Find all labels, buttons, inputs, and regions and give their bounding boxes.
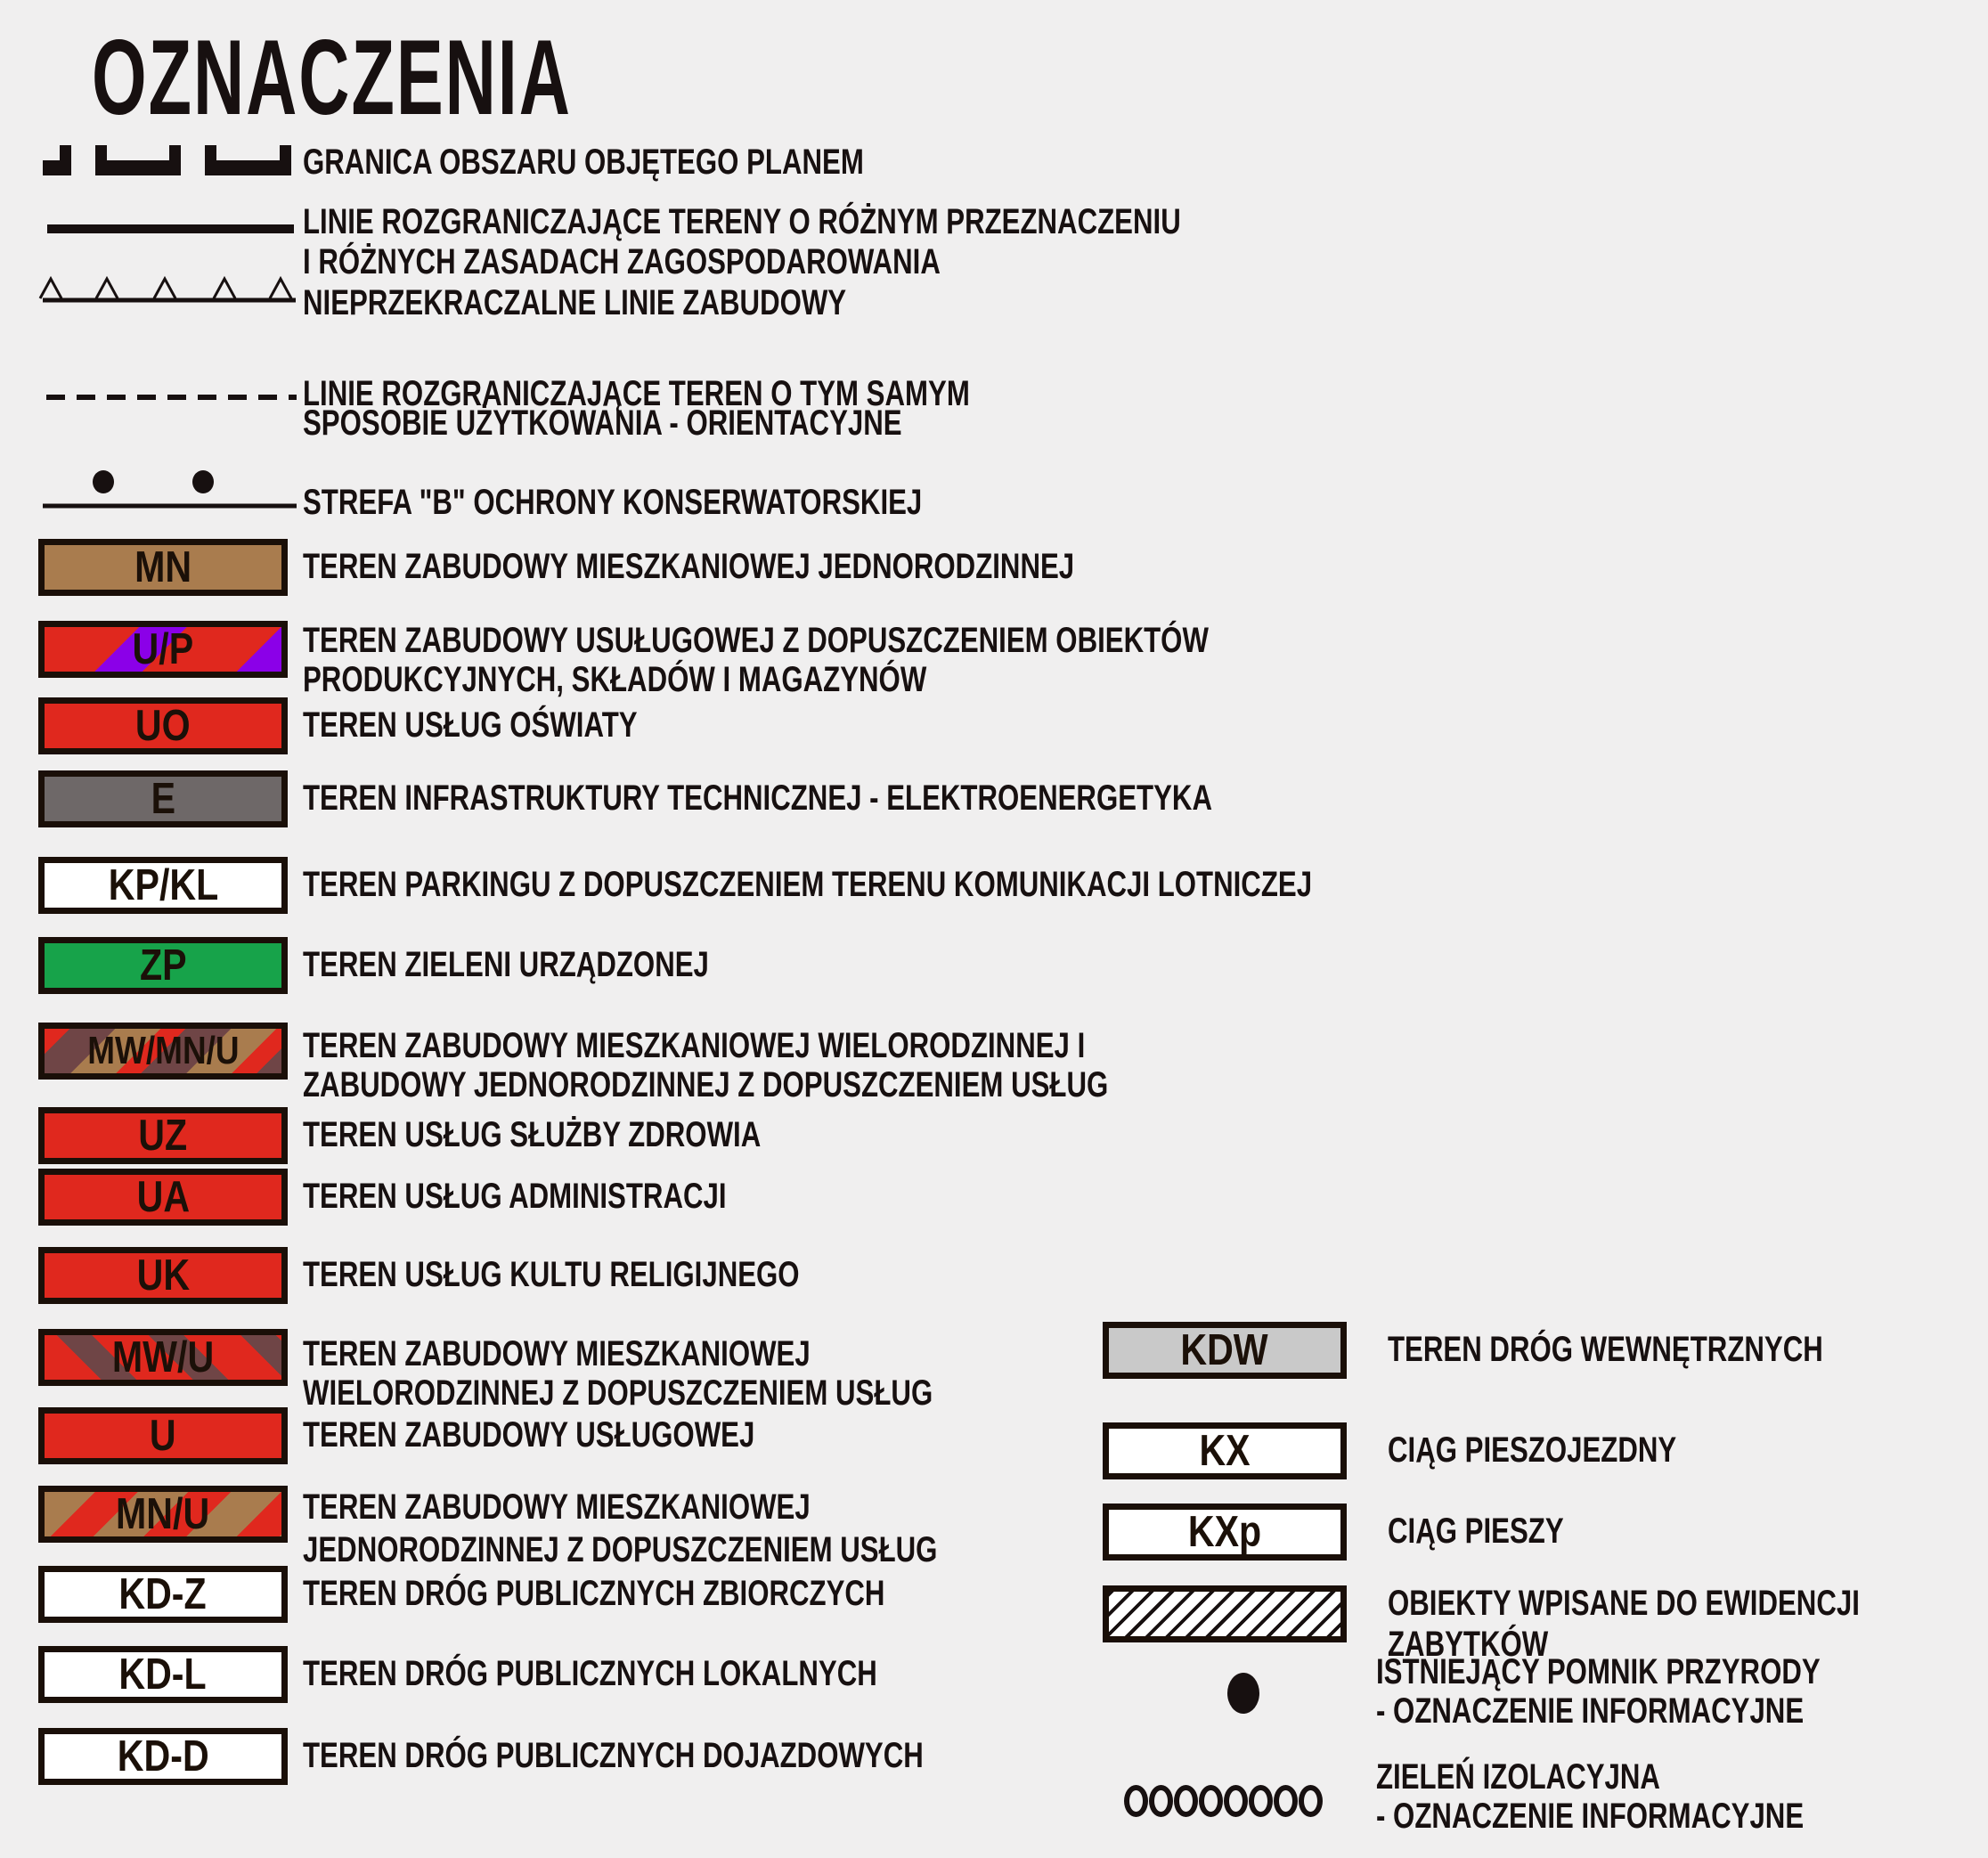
zone-swatch-kxp <box>1103 1504 1347 1561</box>
zoning-boundary-label-line2: I RÓŻNYCH ZASADACH ZAGOSPODAROWANIA <box>303 242 941 281</box>
conservation-zone-icon <box>36 463 303 511</box>
zone-swatch-kx <box>1103 1422 1347 1479</box>
legend-row-kxp <box>0 1504 1988 1561</box>
zone-desc-mwmnu-line1: TEREN ZABUDOWY MIESZKANIOWEJ WIELORODZINNEJ I <box>303 1026 1086 1065</box>
heritage-label-line1: OBIEKTY WPISANE DO EWIDENCJI <box>1388 1584 1860 1623</box>
legend-row-zp <box>0 937 1988 994</box>
zone-desc-mn: TEREN ZABUDOWY MIESZKANIOWEJ JEDNORODZINNEJ <box>303 547 1075 586</box>
zone-desc-e: TEREN INFRASTRUKTURY TECHNICZNEJ - ELEKTROENERGETYKA <box>303 778 1212 818</box>
page-title: OZNACZENIA <box>92 18 572 137</box>
monument-label-line1: ISTNIEJĄCY POMNIK PRZYRODY <box>1376 1652 1821 1691</box>
dashed-line-icon <box>36 379 303 405</box>
zone-code-mnu: MN/U <box>116 1490 210 1538</box>
zone-code-mwmnu: MW/MN/U <box>86 1029 240 1072</box>
legend-row-monument <box>0 1652 1988 1731</box>
zone-code-kdl: KD-L <box>118 1650 208 1699</box>
heritage-hatch-icon <box>1103 1585 1347 1642</box>
zone-code-ua: UA <box>136 1173 190 1221</box>
zoning-boundary-label-line1: LINIE ROZGRANICZAJĄCE TERENY O RÓŻNYM PRZEZNACZENIU <box>303 202 1181 241</box>
zone-desc-up-line1: TEREN ZABUDOWY USUŁUGOWEJ Z DOPUSZCZENIEM OBIEKTÓW <box>303 621 1209 660</box>
solid-line-icon <box>47 224 294 233</box>
zone-desc-zp: TEREN ZIELENI URZĄDZONEJ <box>303 945 709 984</box>
zone-code-kdz: KD-Z <box>118 1570 208 1618</box>
legend-row-heritage <box>0 1584 1988 1664</box>
zone-swatch-kpkl <box>38 857 288 914</box>
zone-desc-u: TEREN ZABUDOWY USŁUGOWEJ <box>303 1415 755 1455</box>
plan-boundary-icon <box>36 143 303 178</box>
zone-code-mwu: MW/U <box>111 1333 215 1381</box>
zone-desc-kdd: TEREN DRÓG PUBLICZNYCH DOJAZDOWYCH <box>303 1736 924 1775</box>
legend-row-e <box>0 770 1988 827</box>
zone-desc-mnu-line2: JEDNORODZINNEJ Z DOPUSZCZENIEM USŁUG <box>303 1530 938 1569</box>
greenery-label-line2: - OZNACZENIE INFORMACYJNE <box>1376 1797 1805 1836</box>
zone-code-up: U/P <box>132 625 194 673</box>
zone-swatch-zp <box>38 937 288 994</box>
zone-desc-uk: TEREN USŁUG KULTU RELIGIJNEGO <box>303 1255 800 1294</box>
zone-code-e: E <box>151 775 175 823</box>
isolation-greenery-icon <box>1124 1785 1324 1821</box>
building-limit-label: NIEPRZEKRACZALNE LINIE ZABUDOWY <box>303 283 847 322</box>
legend-row-kdw <box>0 1322 1988 1379</box>
zone-code-uk: UK <box>136 1251 190 1300</box>
legend-row-ua <box>0 1169 1988 1226</box>
plan-boundary-label: GRANICA OBSZARU OBJĘTEGO PLANEM <box>303 143 864 182</box>
zone-desc-kpkl: TEREN PARKINGU Z DOPUSZCZENIEM TERENU KOMUNIKACJI LOTNICZEJ <box>303 865 1313 904</box>
legend-row-zoning-boundary <box>0 200 1988 281</box>
heritage-label-line2: ZABYTKÓW <box>1388 1625 1549 1664</box>
zone-swatch-uz <box>38 1107 288 1164</box>
conservation-zone-label: STREFA "B" OCHRONY KONSERWATORSKIEJ <box>303 483 923 522</box>
zone-desc-ua: TEREN USŁUG ADMINISTRACJI <box>303 1177 727 1216</box>
zone-code-mn: MN <box>134 543 192 591</box>
legend-row-conservation-zone <box>0 463 1988 520</box>
zone-code-kx: KX <box>1199 1427 1251 1475</box>
zone-code-uo: UO <box>135 702 191 750</box>
zone-desc-up-line2: PRODUKCYJNYCH, SKŁADÓW I MAGAZYNÓW <box>303 660 927 699</box>
zone-code-u: U <box>150 1412 176 1460</box>
legend-row-mwmnu <box>0 1023 1988 1104</box>
legend-row-plan-boundary <box>0 143 1988 200</box>
zone-desc-mwu-line2: WIELORODZINNEJ Z DOPUSZCZENIEM USŁUG <box>303 1373 933 1413</box>
zone-swatch-uk <box>38 1247 288 1304</box>
zone-desc-kdw: TEREN DRÓG WEWNĘTRZNYCH <box>1388 1330 1823 1369</box>
zone-swatch-kdw <box>1103 1322 1347 1379</box>
legend-row-kpkl <box>0 857 1988 914</box>
legend-row-same-use <box>0 374 1988 443</box>
same-use-label-line1: LINIE ROZGRANICZAJĄCE TEREN O TYM SAMYM <box>303 374 970 413</box>
nature-monument-icon <box>1227 1673 1259 1714</box>
zone-code-zp: ZP <box>139 941 187 990</box>
legend-row-greenery <box>0 1753 1988 1836</box>
zone-code-uz: UZ <box>138 1112 188 1160</box>
monument-label-line2: - OZNACZENIE INFORMACYJNE <box>1376 1691 1805 1731</box>
zone-swatch-mwmnu <box>38 1023 288 1080</box>
zone-desc-mwmnu-line2: ZABUDOWY JEDNORODZINNEJ Z DOPUSZCZENIEM USŁUG <box>303 1065 1109 1104</box>
zone-code-kxp: KXp <box>1187 1508 1262 1556</box>
building-limit-line-icon <box>36 276 303 306</box>
greenery-label-line1: ZIELEŃ IZOLACYJNA <box>1376 1757 1660 1797</box>
legend-row-uk <box>0 1247 1988 1304</box>
legend-row-building-limit <box>0 276 1988 333</box>
zone-desc-kxp: CIĄG PIESZY <box>1388 1512 1564 1551</box>
zone-code-kdd: KD-D <box>117 1732 209 1781</box>
legend-row-mn <box>0 539 1988 596</box>
zone-desc-mnu-line1: TEREN ZABUDOWY MIESZKANIOWEJ <box>303 1487 811 1527</box>
zone-desc-uz: TEREN USŁUG SŁUŻBY ZDROWIA <box>303 1115 762 1154</box>
zone-desc-mwu-line1: TEREN ZABUDOWY MIESZKANIOWEJ <box>303 1334 811 1373</box>
zone-desc-kx: CIĄG PIESZOJEZDNY <box>1388 1430 1677 1470</box>
zone-swatch-uo <box>38 697 288 754</box>
zone-swatch-e <box>38 770 288 827</box>
legend-row-uo <box>0 697 1988 754</box>
zone-code-kdw: KDW <box>1180 1326 1269 1374</box>
zone-swatch-ua <box>38 1169 288 1226</box>
legend-row-uz <box>0 1107 1988 1164</box>
same-use-label-line2: SPOSOBIE UŻYTKOWANIA - ORIENTACYJNE <box>303 403 902 443</box>
zone-code-kpkl: KP/KL <box>108 861 218 909</box>
zone-desc-kdl: TEREN DRÓG PUBLICZNYCH LOKALNYCH <box>303 1654 877 1693</box>
legend-row-up <box>0 621 1988 699</box>
legend-row-kx <box>0 1422 1988 1479</box>
zone-swatch-up <box>38 621 288 678</box>
zone-desc-uo: TEREN USŁUG OŚWIATY <box>303 705 638 745</box>
zone-swatch-mn <box>38 539 288 596</box>
zone-desc-kdz: TEREN DRÓG PUBLICZNYCH ZBIORCZYCH <box>303 1574 885 1613</box>
